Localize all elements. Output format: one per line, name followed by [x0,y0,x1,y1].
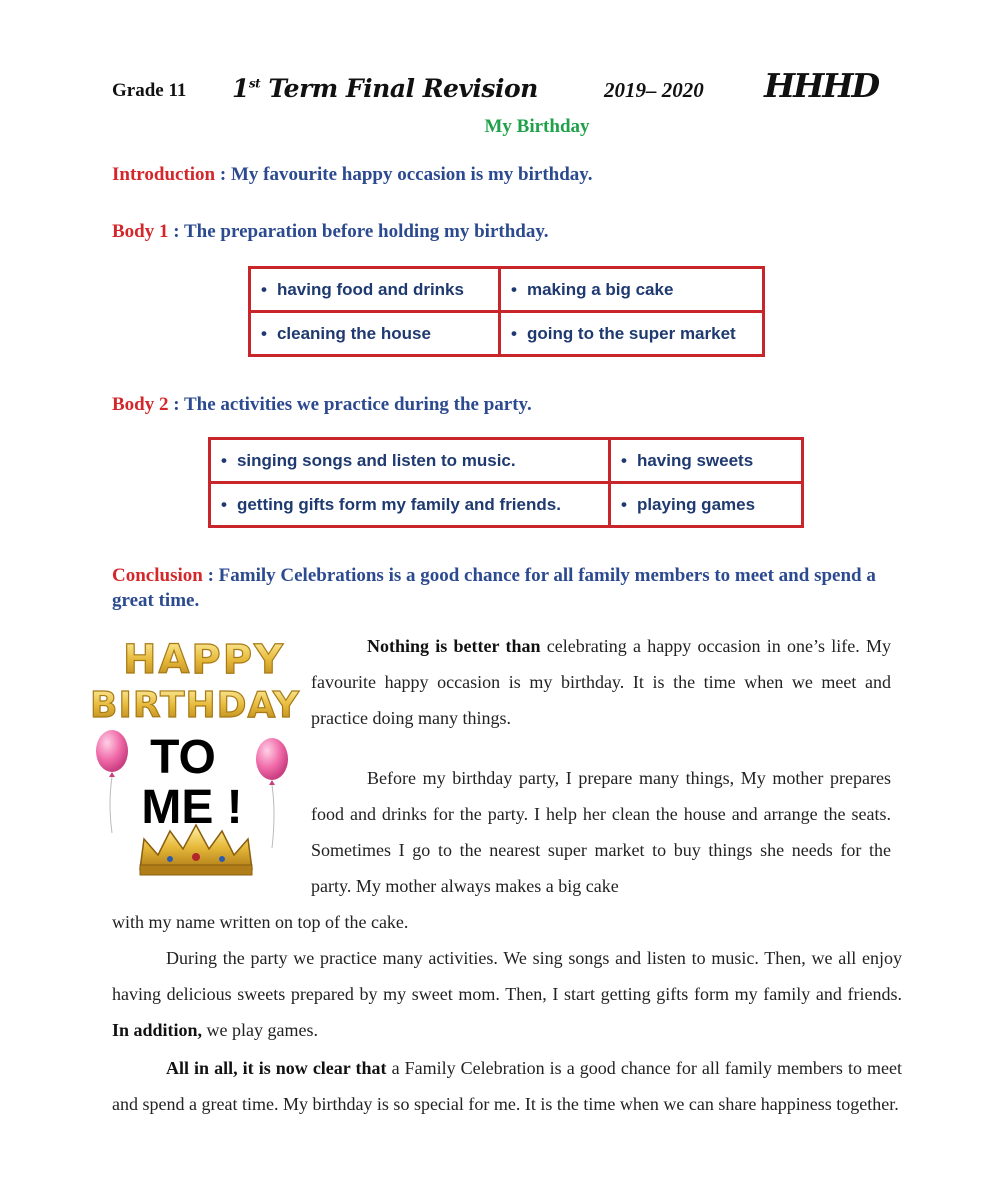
author-initials: HHHD [764,66,879,105]
image-text-birthday: BIRTHDAY [90,685,300,726]
grade-label: Grade 11 [112,80,187,101]
table-cell: • going to the super market [500,312,764,356]
balloon-right-icon [256,738,288,848]
body2-label: Body 2 [112,394,169,415]
table-cell: • playing games [610,483,803,527]
body1-line: Body 1 : The preparation before holding my birthday. [112,221,549,242]
table-row [250,312,764,356]
table-cell: • getting gifts form my family and friends. [210,483,610,527]
body1-label: Body 1 [112,221,169,242]
table-row [210,439,803,483]
essay-paragraph-2: Before my birthday party, I prepare many things, My mother prepares food and drinks for the party. I help her clean the house and arrange the seats. Sometimes I go to the nearest super market to buy things she needs for the party. My mother always makes a big cake [311,768,891,896]
image-text-happy: HAPPY [122,637,286,683]
conclusion-label: Conclusion [112,565,203,586]
school-years: 2019– 2020 [604,78,704,102]
body1-table [248,266,765,357]
essay-paragraph-1: Nothing is better than celebrating a happy occasion in one’s life. My favourite happy occasion is my birthday. It is the time when we meet and practice doing many things. [311,636,891,728]
table-cell: • cleaning the house [250,312,500,356]
table-row [250,268,764,312]
introduction-text: My favourite happy occasion is my birthday. [230,164,593,185]
image-text-me: ME ! [141,781,243,834]
body2-line: Body 2 : The activities we practice during the party. [112,394,532,415]
image-text-to: TO [150,731,216,784]
happy-birthday-image [84,633,306,883]
essay-paragraph-4: All in all, it is now clear that a Family Celebration is a good chance for all family members to meet and spend a great time. My birthday is so special for me. It is the time when we can share happiness together. [112,1058,902,1114]
body2-table [208,437,804,528]
table-cell: • singing songs and listen to music. [210,439,610,483]
table-cell: • having food and drinks [250,268,500,312]
body2-text: The activities we practice during the party. [183,394,532,415]
balloon-left-icon [96,730,128,833]
body1-text: The preparation before holding my birthday. [183,221,549,242]
term-title: 1st Term Final Revision [232,74,538,103]
table-row [210,483,803,527]
conclusion-text: Family Celebrations is a good chance for all family members to meet and spend a great time. [112,565,876,611]
introduction-label: Introduction [112,164,216,185]
essay-paragraph-2-continued: with my name written on top of the cake. [112,912,409,932]
introduction-line: Introduction : My favourite happy occasion is my birthday. [112,164,593,185]
table-cell: • having sweets [610,439,803,483]
essay-paragraph-3: During the party we practice many activities. We sing songs and listen to music. Then, we all enjoy having delicious sweets prepared by my sweet mom. Then, I start getting gifts form my family and friends. In addition, we play games. [112,948,902,1040]
conclusion-line: Conclusion : Family Celebrations is a good chance for all family members to meet and spend a great time. [112,565,876,611]
page-title: My Birthday [484,116,590,137]
table-cell: • making a big cake [500,268,764,312]
